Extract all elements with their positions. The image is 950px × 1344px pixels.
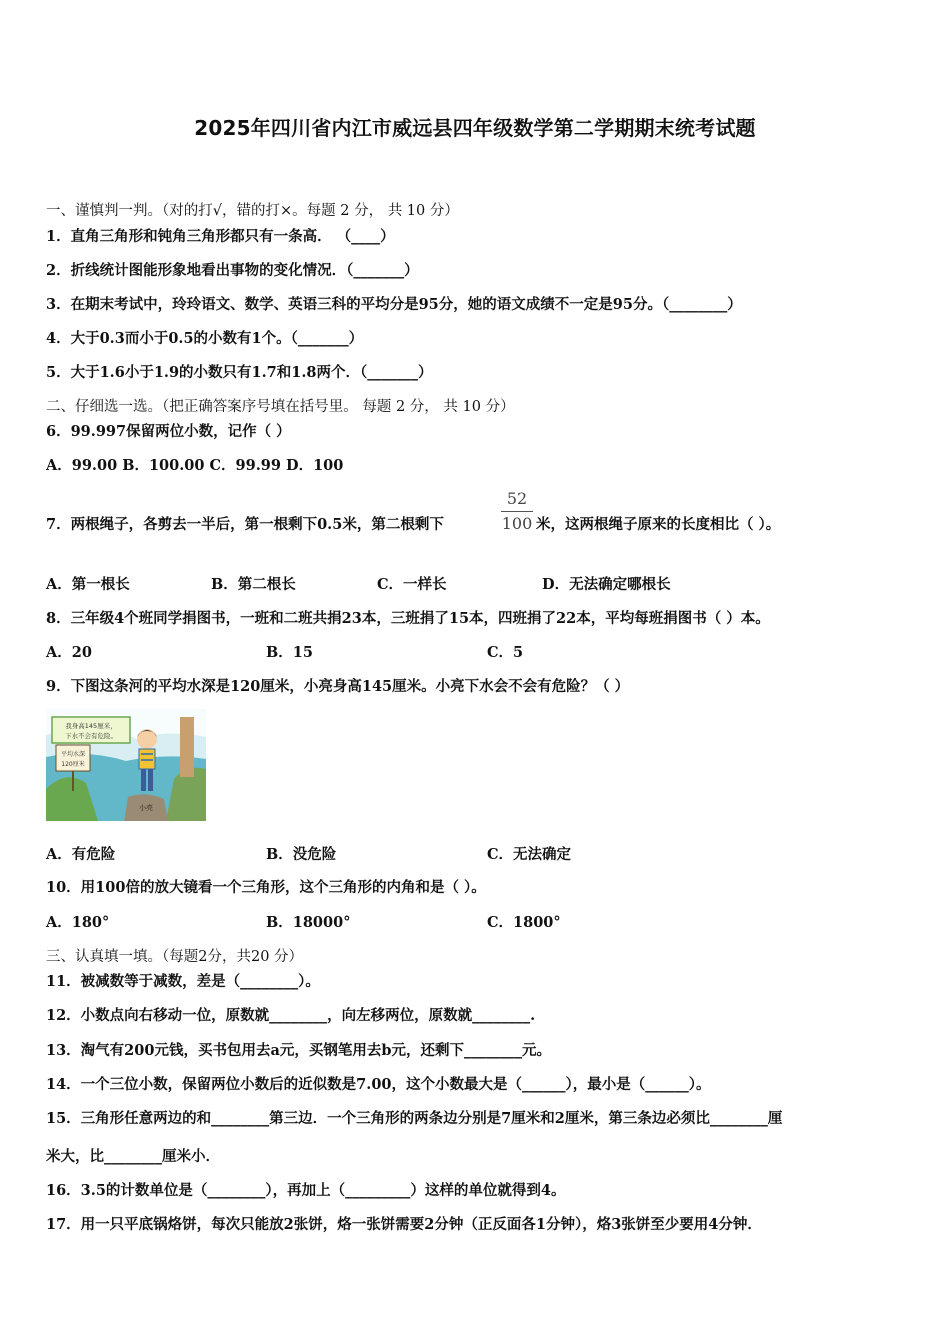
fraction-bar: [501, 511, 533, 512]
sign-text-line-1: 平均水深: [60, 751, 86, 758]
question-17: 17．用一只平底锅烙饼，每次只能放2张饼，烙一张饼需要2分钟（正反面各1分钟），烙3张饼至少要用4分钟．: [46, 1216, 762, 1233]
question-9-option-b: B．没危险: [266, 846, 337, 863]
question-8: 8．三年级4个班同学捐图书，一班和二班共捐23本，三班捐了15本，四班捐了22本，平均每班捐图书（ ）本。: [46, 610, 770, 627]
speech-text-line-2: 下水不会有危险。: [65, 732, 117, 740]
question-15-line-2: 米大，比________厘米小．: [46, 1148, 220, 1165]
section-1-heading: 一、谨慎判一判。（对的打√，错的打×。每题 2 分， 共 10 分）: [46, 203, 459, 219]
question-7-option-c: C．一样长: [377, 576, 447, 593]
sign-text-line-2: 120厘米: [61, 761, 85, 768]
question-7-option-d: D．无法确定哪根长: [542, 576, 671, 593]
question-16: 16．3.5的计数单位是（________），再加上（_________）这样的单位就得到4。: [46, 1182, 566, 1199]
question-8-option-a: A．20: [46, 644, 92, 661]
question-7-text-start: 7．两根绳子，各剪去一半后，第一根剩下0.5米，第二根剩下: [46, 516, 444, 533]
question-14: 14．一个三位小数，保留两位小数后的近似数是7.00，这个小数最大是（______），最小是（______）。: [46, 1076, 711, 1093]
question-10-option-c: C．1800°: [487, 914, 561, 931]
question-6-options: A．99.00 B．100.00 C．99.99 D．100: [46, 457, 344, 474]
question-8-option-c: C．5: [487, 644, 524, 661]
question-1: 1．直角三角形和钝角三角形都只有一条高． （____）: [46, 228, 395, 245]
question-3: 3．在期末考试中，玲玲语文、数学、英语三科的平均分是95分，她的语文成绩不一定是95分。（________）: [46, 296, 742, 313]
question-7-text-end: 米，这两根绳子原来的长度相比（ ）。: [536, 516, 781, 533]
question-10-option-a: A．180°: [46, 914, 110, 931]
section-3-heading: 三、认真填一填。（每题2分，共20 分）: [46, 949, 304, 965]
question-12: 12．小数点向右移动一位，原数就________，向左移两位，原数就________.: [46, 1007, 536, 1024]
question-11: 11．被减数等于减数，差是（________）。: [46, 973, 320, 990]
speech-text-line-1: 我身高145厘米，: [65, 722, 117, 730]
fraction-numerator: 52: [506, 489, 528, 508]
question-15-line-1: 15．三角形任意两边的和________第三边．一个三角形的两条边分别是7厘米和2厘米，第三条边必须比________厘: [46, 1110, 783, 1127]
question-2: 2．折线统计图能形象地看出事物的变化情况．（_______）: [46, 262, 419, 279]
question-6: 6．99.997保留两位小数，记作（ ）: [46, 423, 291, 440]
question-9-option-c: C．无法确定: [487, 846, 572, 863]
question-7-option-a: A．第一根长: [46, 576, 130, 593]
river-illustration: [46, 709, 206, 821]
section-2-heading: 二、仔细选一选。（把正确答案序号填在括号里。 每题 2 分， 共 10 分）: [46, 399, 515, 415]
fraction-denominator: 100: [501, 514, 533, 533]
question-8-option-b: B．15: [266, 644, 313, 661]
question-9: 9．下图这条河的平均水深是120厘米，小亮身高145厘米。小亮下水会不会有危险？（ ）: [46, 678, 630, 695]
question-10: 10．用100倍的放大镜看一个三角形，这个三角形的内角和是（ ）。: [46, 879, 486, 896]
page-title: 2025年四川省内江市威远县四年级数学第二学期期末统考试题: [194, 116, 756, 140]
character-name: 小亮: [139, 804, 153, 812]
question-10-option-b: B．18000°: [266, 914, 351, 931]
question-13: 13．淘气有200元钱，买书包用去a元，买钢笔用去b元，还剩下________元。: [46, 1042, 551, 1059]
question-5: 5．大于1.6小于1.9的小数只有1.7和1.8两个．（_______）: [46, 364, 433, 381]
question-4: 4．大于0.3而小于0.5的小数有1个。（_______）: [46, 330, 364, 347]
question-9-option-a: A．有危险: [46, 846, 116, 863]
fraction-52-100: [500, 489, 534, 534]
question-7-option-b: B．第二根长: [211, 576, 296, 593]
